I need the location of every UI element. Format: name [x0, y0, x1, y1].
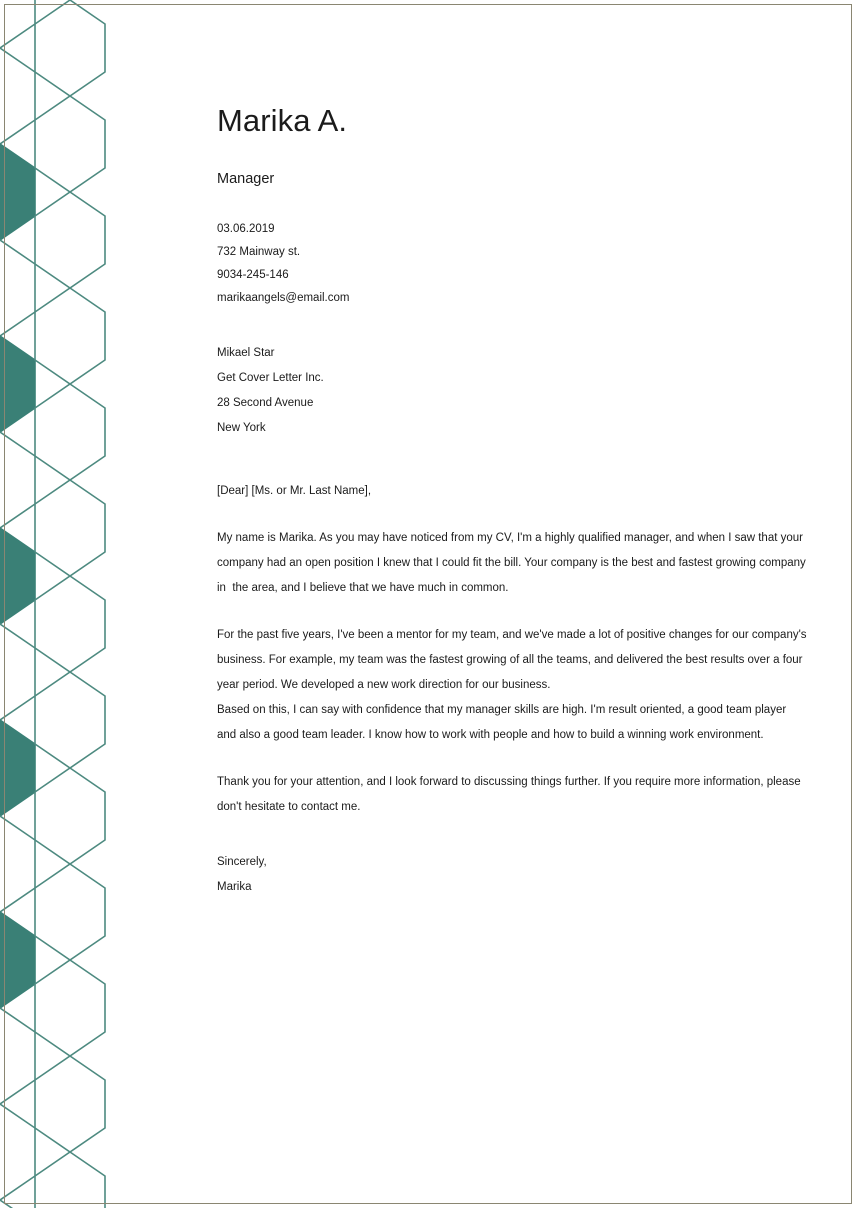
hexagon-outline	[35, 768, 105, 864]
sender-date: 03.06.2019	[217, 223, 275, 236]
hexagon-outline	[35, 960, 105, 1056]
page-title: Marika A.	[217, 103, 348, 138]
hexagon-filled	[0, 720, 35, 816]
recipient-name: Mikael Star	[217, 347, 275, 360]
recipient-block	[217, 310, 807, 441]
hexagon-outline	[35, 192, 105, 288]
hexagon-outline	[0, 624, 35, 720]
letter-content	[217, 0, 810, 900]
body-paragraph-3: Based on this, I can say with confidence that my manager skills are high. I'm result oriented, a good team player and also a good team leader. I know how to work with people and how to build a winning work environment.	[217, 704, 790, 742]
body-paragraph-2: For the past five years, I've been a mentor for my team, and we've made a lot of positive changes for our company's business. For example, my team was the fastest growing of all the teams, and delivered the best results over a four year period. We developed a new work direction for our business.	[217, 629, 810, 692]
hexagon-filled	[0, 336, 35, 432]
recipient-city: New York	[217, 422, 266, 435]
sender-email: marikaangels@email.com	[217, 292, 350, 305]
hexagon-outline	[35, 480, 105, 576]
sender-phone: 9034-245-146	[217, 269, 289, 282]
closing-block	[217, 820, 807, 900]
hexagon-outline	[0, 0, 35, 48]
hexagon-pattern-svg	[0, 0, 200, 1208]
recipient-street: 28 Second Avenue	[217, 397, 314, 410]
body-paragraph-1: My name is Marika. As you may have noticed from my CV, I'm a highly qualified manager, and when I saw that your company had an open position I knew that I could fit the bill. Your company is the best and fastest growing company in the area, and I believe that we have much in common.	[217, 532, 809, 595]
hexagon-outline	[35, 96, 105, 192]
salutation: [Dear] [Ms. or Mr. Last Name],	[217, 485, 372, 498]
sender-address: 732 Mainway st.	[217, 246, 301, 259]
hexagon-outline	[35, 576, 105, 672]
body-paragraph-4: Thank you for your attention, and I look forward to discussing things further. If you require more information, please don't hesitate to contact me.	[217, 776, 804, 814]
hexagon-outline	[0, 432, 35, 528]
hexagon-outline	[0, 816, 35, 912]
sender-contact-block	[217, 188, 807, 310]
honeycomb-decoration	[0, 0, 200, 1208]
hexagon-outline	[0, 240, 35, 336]
hexagon-outline	[35, 288, 105, 384]
hexagon-outline	[0, 1200, 35, 1208]
hexagon-outline	[35, 0, 105, 96]
hexagon-outline	[0, 1008, 35, 1104]
hexagon-filled	[0, 144, 35, 240]
hexagon-filled	[0, 528, 35, 624]
hexagon-outline	[0, 1104, 35, 1200]
hexagon-outline	[0, 48, 35, 144]
recipient-company: Get Cover Letter Inc.	[217, 372, 324, 385]
job-title: Manager	[217, 171, 275, 188]
signature-name: Marika	[217, 881, 252, 894]
closing-salutation: Sincerely,	[217, 856, 267, 869]
hexagon-outline	[35, 864, 105, 960]
hexagon-outline	[35, 1056, 105, 1152]
hexagon-filled	[0, 912, 35, 1008]
hexagon-outline	[35, 384, 105, 480]
hexagon-outline	[35, 672, 105, 768]
hexagon-outline	[35, 1152, 105, 1208]
